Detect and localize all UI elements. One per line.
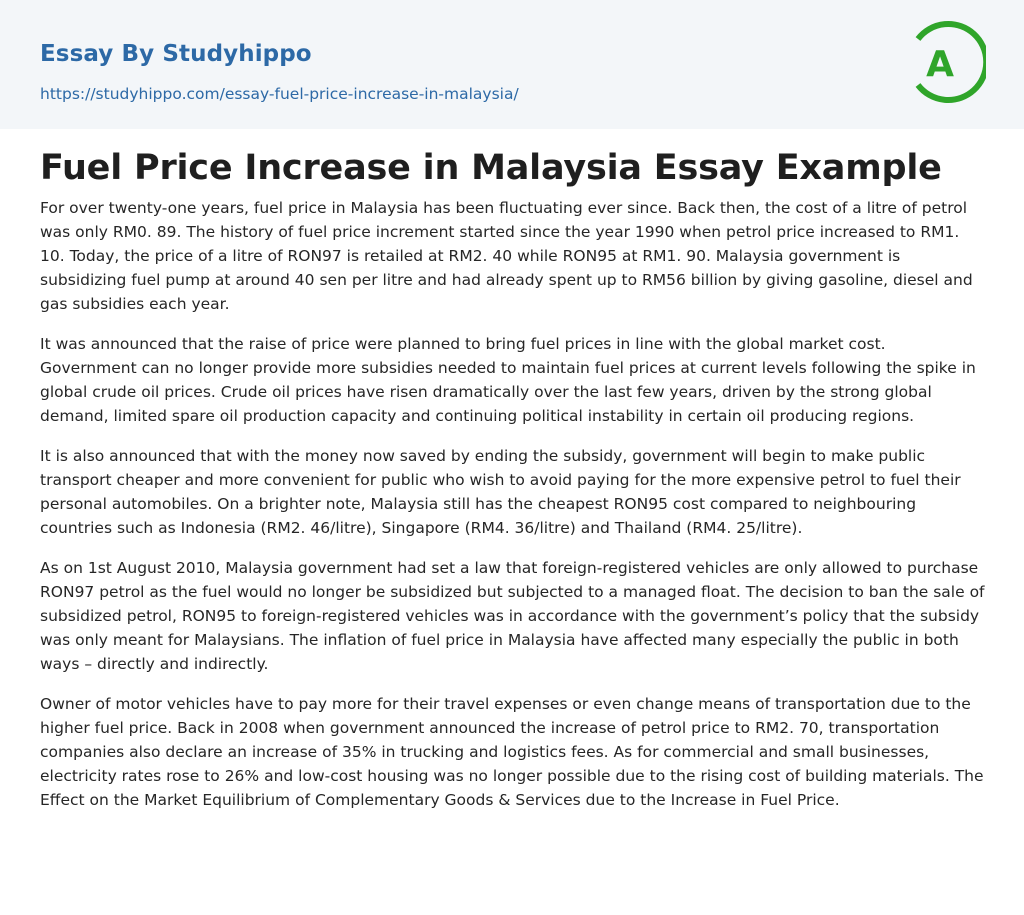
article: [40, 144, 985, 828]
article-paragraph: As on 1st August 2010, Malaysia government had set a law that foreign-registered vehicles are only allowed to purchase RON97 petrol as the fuel would no longer be subsidized but subjected to a managed float. The decision to ban the sale of subsidized petrol, RON95 to foreign-registered vehicles was in accordance with the government’s policy that the subsidy was only meant for Malaysians. The inflation of fuel price in Malaysia have affected many especially the public in both ways – directly and indirectly.: [40, 559, 985, 673]
studyhippo-logo-icon[interactable]: [912, 20, 986, 104]
site-brand[interactable]: Essay By Studyhippo: [40, 41, 312, 67]
article-paragraph: For over twenty-one years, fuel price in Malaysia has been fluctuating ever since. Back then, the cost of a litre of petrol was only RM0. 89. The history of fuel price increment started since the year 1990 when petrol price increased to RM1. 10. Today, the price of a litre of RON97 is retailed at RM2. 40 while RON95 at RM1. 90. Malaysia government is subsidizing fuel pump at around 40 sen per litre and had already spent up to RM56 billion by giving gasoline, diesel and gas subsidies each year.: [40, 199, 973, 313]
logo-letter: A: [926, 44, 954, 85]
article-paragraph: It is also announced that with the money now saved by ending the subsidy, government will begin to make public transport cheaper and more convenient for public who wish to avoid paying for the more expensive petrol to fuel their personal automobiles. On a brighter note, Malaysia still has the cheapest RON95 cost compared to neighbouring countries such as Indonesia (RM2. 46/litre), Singapore (RM4. 36/litre) and Thailand (RM4. 25/litre).: [40, 447, 961, 537]
site-header: [0, 0, 1024, 129]
article-paragraph: Owner of motor vehicles have to pay more for their travel expenses or even change means of transportation due to the higher fuel price. Back in 2008 when government announced the increase of petrol price to RM2. 70, transportation companies also declare an increase of 35% in trucking and logistics fees. As for commercial and small businesses, electricity rates rose to 26% and low-cost housing was no longer possible due to the rising cost of building materials. The Effect on the Market Equilibrium of Complementary Goods & Services due to the Increase in Fuel Price.: [40, 695, 984, 809]
article-paragraph: It was announced that the raise of price were planned to bring fuel prices in line with the global market cost. Government can no longer provide more subsidies needed to maintain fuel prices at current levels following the spike in global crude oil prices. Crude oil prices have risen dramatically over the last few years, driven by the strong global demand, limited spare oil production capacity and continuing political instability in certain oil producing regions.: [40, 335, 976, 425]
article-title: Fuel Price Increase in Malaysia Essay Example: [40, 148, 942, 188]
essay-url-link[interactable]: https://studyhippo.com/essay-fuel-price-increase-in-malaysia/: [40, 85, 519, 103]
